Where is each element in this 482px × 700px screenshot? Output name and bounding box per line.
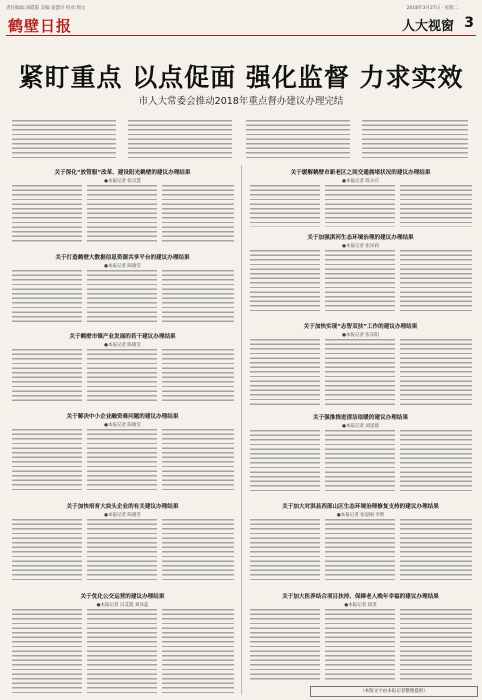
article-byline: ●本报记者 张东阳 bbox=[342, 333, 379, 338]
article-body bbox=[87, 270, 157, 322]
article-byline: ●本报记者 陈晓雪 bbox=[104, 423, 141, 428]
article-body bbox=[12, 270, 82, 322]
article-body bbox=[12, 519, 82, 581]
article-title: 关于打造鹤壁大数据信息资源共享平台的建议办理结果 bbox=[55, 255, 190, 261]
article-body bbox=[325, 430, 395, 494]
article-body bbox=[325, 609, 395, 681]
header-date: 2018年3月27日 · 星期二 bbox=[406, 6, 458, 11]
article-body bbox=[12, 185, 82, 243]
footer-note: （本版文字由本报记者整理提供） bbox=[310, 686, 478, 697]
article-left-1 bbox=[10, 168, 235, 184]
article-title: 关于加快实现“志智双扶”工作的建议办理结果 bbox=[303, 324, 418, 330]
article-body bbox=[250, 185, 320, 227]
article-title: 关于加强淇河生态环境治理的建议办理结果 bbox=[307, 235, 414, 241]
article-title: 关于加快培育大块头企业的有关建议办理结果 bbox=[66, 504, 179, 510]
sub-headline: 市人大常委会推动2018年重点督办建议办理完结 bbox=[138, 96, 344, 107]
article-title: 关于解决中小企业融资难问题的建议办理结果 bbox=[66, 414, 179, 420]
article-body bbox=[87, 609, 157, 693]
article-body bbox=[87, 349, 157, 403]
article-byline: ●本报记者 陈晓雪 bbox=[104, 343, 141, 348]
page-number: 3 bbox=[464, 15, 474, 31]
article-body bbox=[325, 185, 395, 227]
article-body bbox=[325, 250, 395, 314]
article-body bbox=[250, 430, 320, 494]
article-title: 关于强推推进清洁取暖的建议办理结果 bbox=[312, 415, 409, 421]
article-body bbox=[162, 519, 234, 581]
intro-text-col-4 bbox=[362, 120, 468, 158]
article-body bbox=[250, 519, 320, 581]
article-body bbox=[162, 270, 234, 322]
article-body bbox=[12, 429, 82, 491]
main-headline: 紧盯重点 以点促面 强化监督 力求实效 bbox=[18, 63, 464, 92]
article-left-2 bbox=[10, 253, 235, 269]
masthead bbox=[6, 13, 476, 36]
article-title: 关于加大医养结合项目扶持、保障老人晚年幸福的建议办理结果 bbox=[282, 594, 439, 600]
intro-text-col-3 bbox=[246, 120, 350, 158]
article-body bbox=[325, 519, 395, 581]
article-right-5 bbox=[248, 502, 473, 518]
intro-text-col-2 bbox=[128, 120, 232, 158]
article-byline: ●本报记者 张泽莉 bbox=[342, 244, 379, 249]
article-body bbox=[12, 349, 82, 403]
header-meta bbox=[6, 5, 476, 13]
article-body bbox=[400, 250, 472, 314]
article-body bbox=[325, 339, 395, 405]
article-body bbox=[87, 519, 157, 581]
article-body bbox=[87, 185, 157, 243]
article-right-2 bbox=[248, 233, 473, 249]
article-body bbox=[250, 339, 320, 405]
page-section-name: 人大视窗 bbox=[401, 19, 454, 34]
article-body bbox=[162, 349, 234, 403]
article-right-1 bbox=[248, 168, 473, 184]
article-byline: ●本报记者 陈晓雪 bbox=[104, 513, 141, 518]
article-body bbox=[162, 429, 234, 491]
article-body bbox=[400, 339, 472, 405]
article-body bbox=[400, 519, 472, 581]
article-body bbox=[162, 609, 234, 693]
article-left-6 bbox=[10, 592, 235, 608]
article-body bbox=[12, 609, 82, 693]
article-title: 关于深化“放管服”改革、建设阳光鹤壁的建议办理结果 bbox=[54, 170, 191, 176]
article-byline: ●本报记者 刘思建 bbox=[342, 424, 379, 429]
article-body bbox=[250, 250, 320, 314]
article-body bbox=[162, 185, 234, 243]
article-body bbox=[87, 429, 157, 491]
article-left-3 bbox=[10, 332, 235, 348]
article-byline: ●本报记者 冯艾霞 刘泽蕊 bbox=[96, 603, 149, 608]
article-byline: ●本报记者 陈晓雪 bbox=[104, 264, 141, 269]
article-title: 关于鹤壁市镇产业发展的若干建议办理结果 bbox=[69, 334, 176, 340]
newspaper-logo: 鹤壁日报 bbox=[8, 17, 73, 35]
article-byline: ●本报记者 张思刚 李赞 bbox=[336, 513, 385, 518]
article-title: 关于加大对淇县西部山区生态环境治理修复支持的建议办理结果 bbox=[282, 504, 439, 510]
article-right-6 bbox=[248, 592, 473, 608]
article-title: 关于优化公交运营的建议办理结果 bbox=[80, 594, 165, 600]
article-body bbox=[400, 609, 472, 681]
article-byline: ●本报记者 张宗慧 bbox=[104, 179, 141, 184]
column-divider bbox=[241, 165, 242, 695]
intro-text-col-1 bbox=[12, 120, 116, 158]
article-right-3 bbox=[248, 322, 473, 338]
article-body bbox=[250, 609, 320, 681]
article-left-4 bbox=[10, 412, 235, 428]
article-title: 关于缓解鹤壁市新老区之间交通拥堵状况的建议办理结果 bbox=[290, 170, 431, 176]
header-left-line: 责任编辑:刘霞霞 美编:姜慧玲 校对:周文 bbox=[6, 6, 86, 11]
article-right-4 bbox=[248, 413, 473, 429]
article-body bbox=[400, 185, 472, 227]
article-byline: ●本报记者 徐茂 bbox=[344, 603, 377, 608]
article-body bbox=[400, 430, 472, 494]
article-byline: ●本报记者 陈尔宾 bbox=[342, 179, 379, 184]
article-left-5 bbox=[10, 502, 235, 518]
